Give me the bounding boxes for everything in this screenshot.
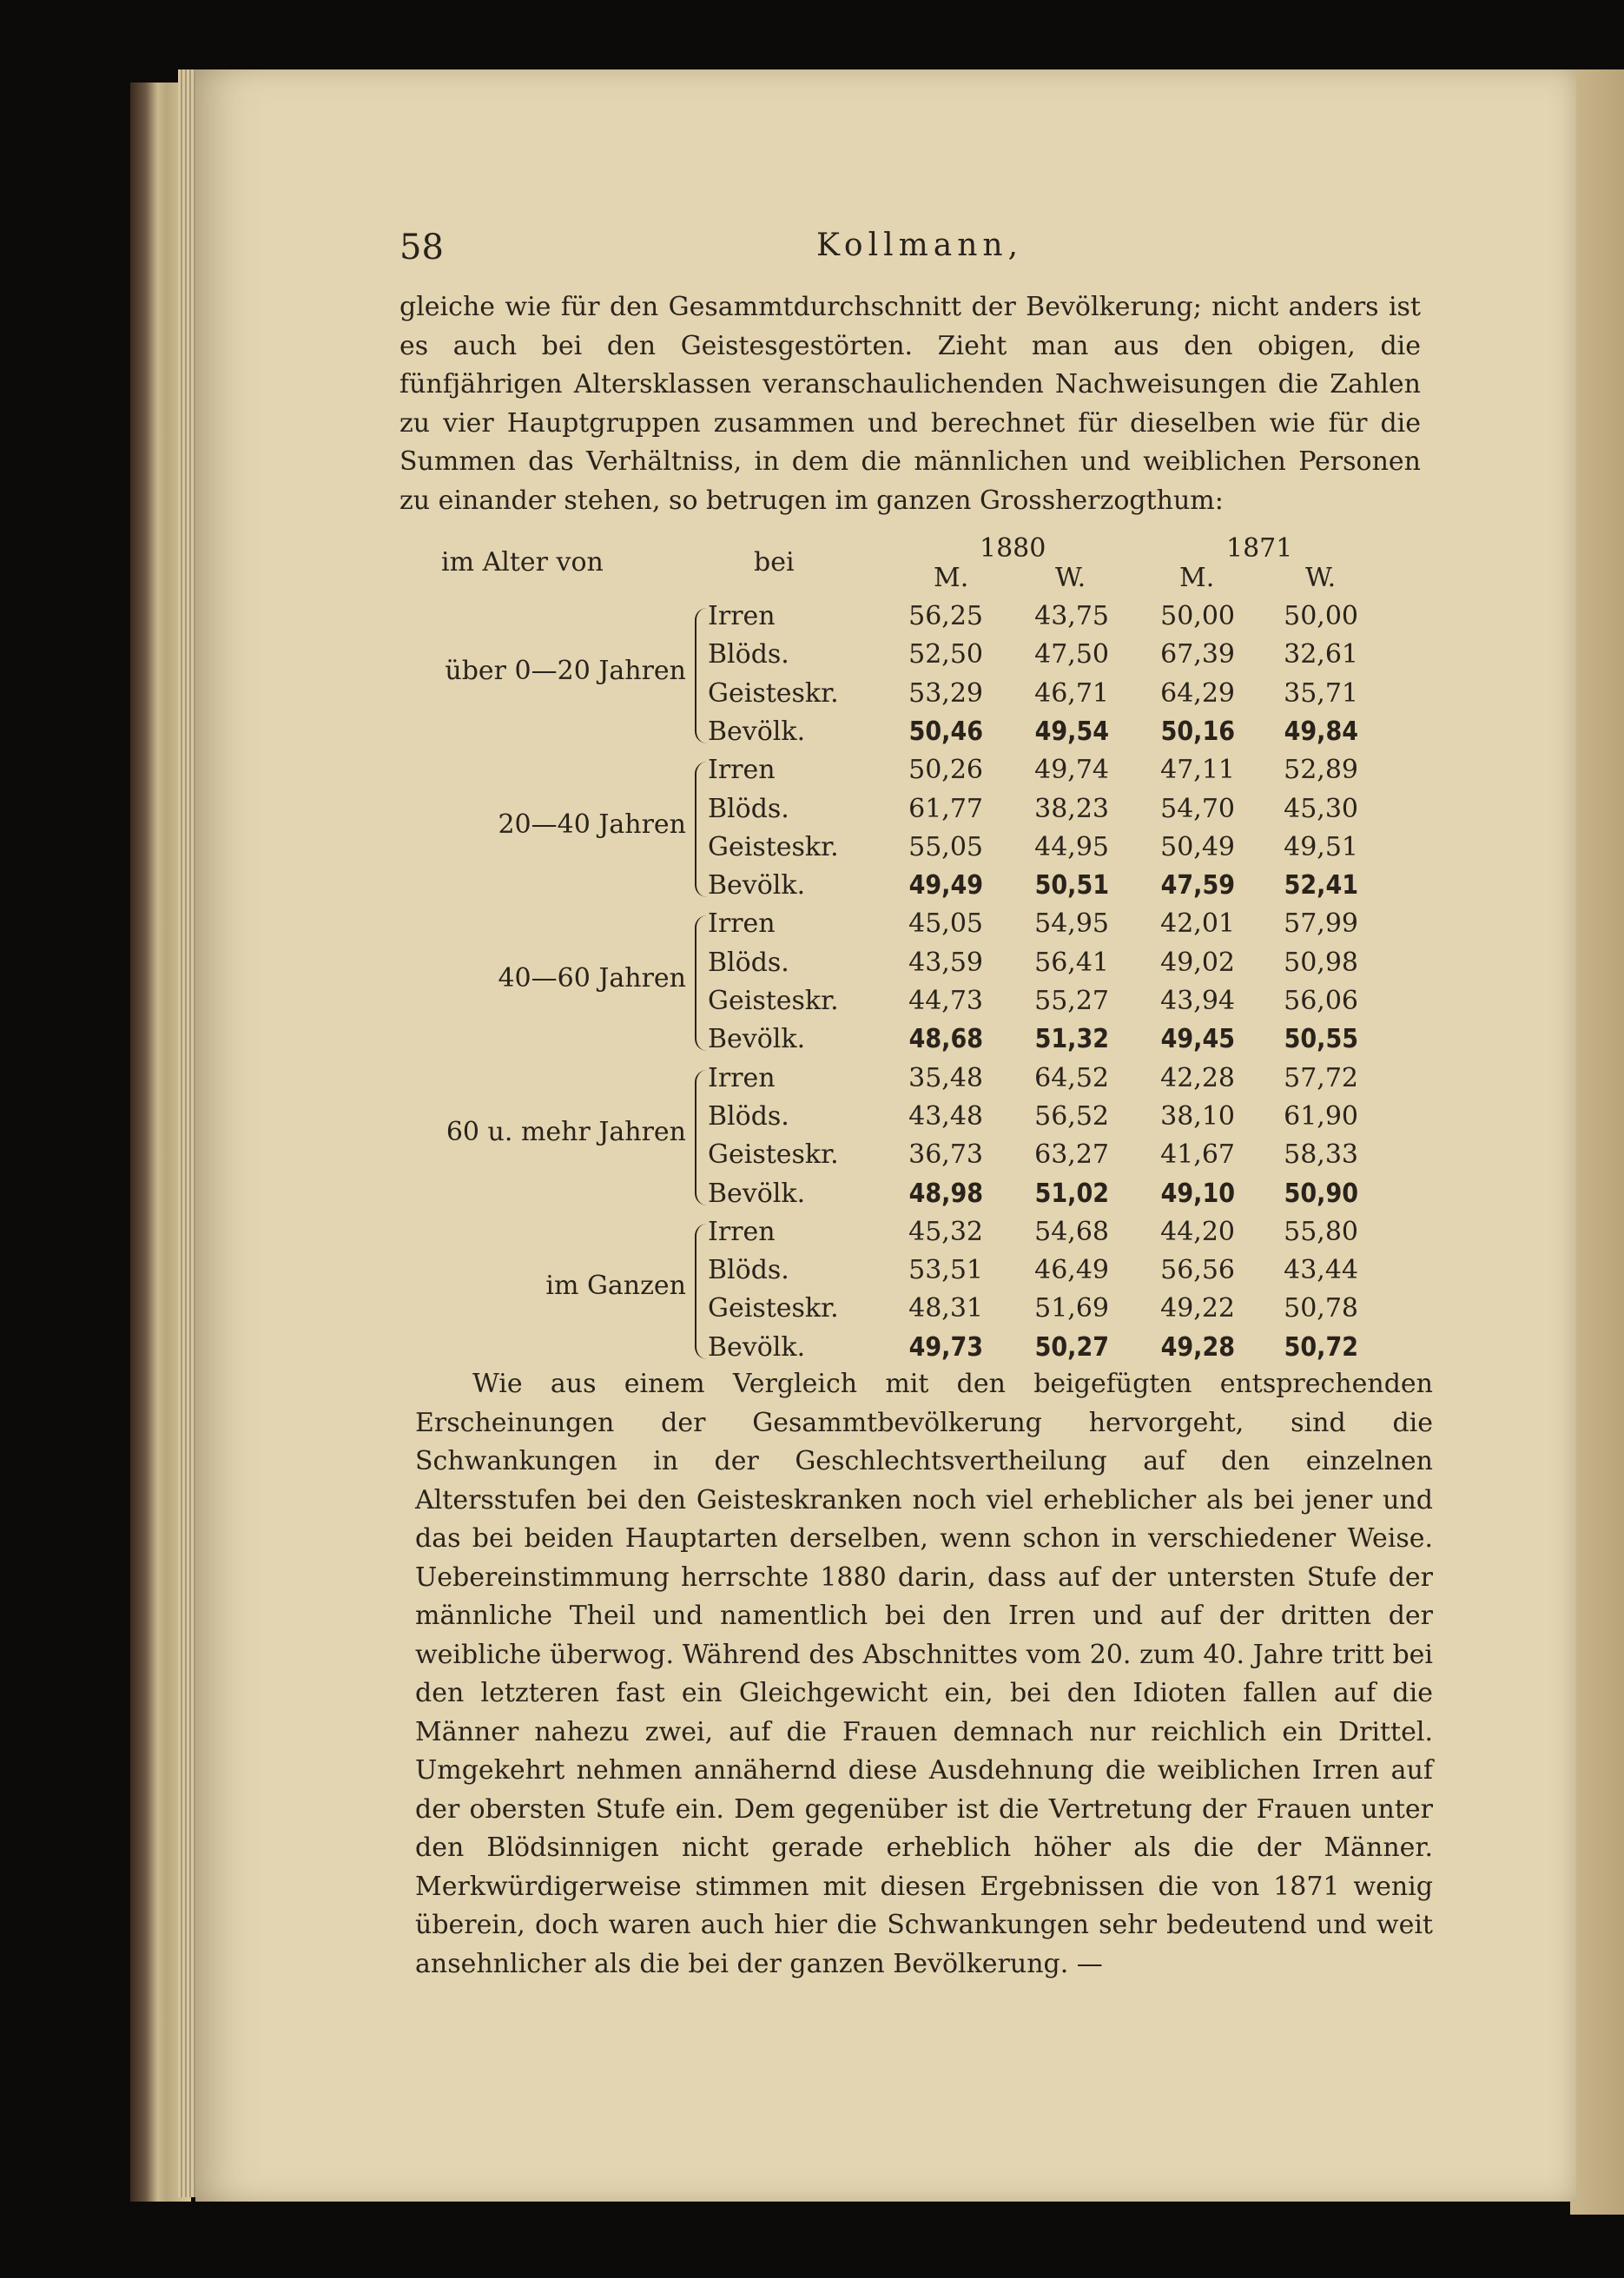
row-category: Irren bbox=[708, 1062, 776, 1093]
value-cell: 51,02 bbox=[1034, 1178, 1109, 1209]
value-cell: 38,23 bbox=[1034, 793, 1109, 824]
value-cell: 57,99 bbox=[1284, 908, 1358, 940]
table-row bbox=[0, 1251, 1624, 1290]
page-number: 58 bbox=[399, 228, 444, 267]
table-row bbox=[0, 713, 1624, 751]
group-label: 40—60 Jahren bbox=[498, 963, 686, 994]
value-cell: 55,05 bbox=[908, 831, 983, 862]
value-cell: 44,20 bbox=[1160, 1216, 1235, 1247]
value-cell: 52,89 bbox=[1284, 755, 1358, 786]
value-cell: 56,25 bbox=[908, 601, 983, 631]
value-cell: 35,48 bbox=[908, 1062, 983, 1093]
value-cell: 46,71 bbox=[1034, 677, 1109, 709]
value-cell: 54,95 bbox=[1034, 908, 1109, 940]
table-row bbox=[0, 1213, 1624, 1251]
value-cell: 50,49 bbox=[1160, 831, 1235, 862]
value-cell: 42,28 bbox=[1160, 1062, 1235, 1093]
value-cell: 47,59 bbox=[1160, 870, 1235, 901]
value-cell: 50,72 bbox=[1284, 1331, 1358, 1363]
table-row bbox=[0, 944, 1624, 982]
col-header-m-1880: M. bbox=[934, 563, 969, 593]
value-cell: 52,41 bbox=[1284, 870, 1358, 901]
value-cell: 49,49 bbox=[908, 870, 983, 901]
value-cell: 54,68 bbox=[1034, 1216, 1109, 1247]
row-category: Blöds. bbox=[708, 1100, 789, 1132]
value-cell: 63,27 bbox=[1034, 1139, 1109, 1171]
col-header-w-1880: W. bbox=[1055, 563, 1086, 593]
value-cell: 42,01 bbox=[1160, 908, 1235, 940]
value-cell: 49,74 bbox=[1034, 755, 1109, 786]
value-cell: 67,39 bbox=[1160, 639, 1235, 670]
value-cell: 43,94 bbox=[1160, 986, 1235, 1016]
value-cell: 41,67 bbox=[1160, 1139, 1235, 1171]
table-row bbox=[0, 1175, 1624, 1213]
value-cell: 56,52 bbox=[1034, 1100, 1109, 1132]
row-category: Irren bbox=[708, 601, 776, 631]
value-cell: 56,41 bbox=[1034, 947, 1109, 978]
year-1871: 1871 bbox=[1226, 533, 1293, 564]
table-row bbox=[0, 598, 1624, 636]
value-cell: 49,73 bbox=[908, 1331, 983, 1363]
value-cell: 45,30 bbox=[1284, 793, 1358, 824]
col-header-w-1871: W. bbox=[1305, 563, 1337, 593]
table-row bbox=[0, 905, 1624, 943]
paragraph-2: Wie aus einem Vergleich mit den beigefügten entsprechenden Erscheinungen der Gesammtbevölkerung hervorgeht, sind die Schwankungen in der Geschlechtsvertheilung auf den einzelnen Altersstufen bei den Geisteskranken noch viel erheblicher als bei jener und das bei beiden Hauptarten derselben, wenn schon in verschiedener Weise. Uebereinstimmung herrschte 1880 darin, dass auf der untersten Stufe der männliche Theil und namentlich bei den Irren und auf der dritten der weibliche überwog. Während des Abschnittes vom 20. zum 40. Jahre tritt bei den letzteren fast ein Gleichgewicht ein, bei den Idioten fallen auf die Männer nahezu zwei, auf die Frauen demnach nur reichlich ein Drittel. Umgekehrt nehmen annähernd diese Ausdehnung die weiblichen Irren auf der obersten Stufe ein. Dem gegenüber ist die Vertretung der Frauen unter den Blödsinnigen nicht gerade erheblich höher als die der Männer. Merkwürdigerweise stimmen mit diesen Ergebnissen die von 1871 wenig überein, doch waren auch hier die Schwankungen sehr bedeutend und weit ansehnlicher als die bei der ganzen Bevölkerung. — bbox=[415, 1369, 1433, 1979]
value-cell: 50,27 bbox=[1034, 1331, 1109, 1363]
col-header-m-1871: M. bbox=[1179, 563, 1215, 593]
value-cell: 49,10 bbox=[1160, 1178, 1235, 1209]
row-category: Geisteskr. bbox=[708, 831, 839, 862]
value-cell: 50,55 bbox=[1284, 1024, 1358, 1055]
value-cell: 35,71 bbox=[1284, 677, 1358, 709]
value-cell: 44,73 bbox=[908, 986, 983, 1016]
col-header-bei: bei bbox=[754, 547, 795, 578]
table-row bbox=[0, 790, 1624, 829]
value-cell: 48,68 bbox=[908, 1024, 983, 1055]
value-cell: 43,59 bbox=[908, 947, 983, 978]
paragraph-1: gleiche wie für den Gesammtdurchschnitt der Bevölkerung; nicht anders ist es auch bei den Geistesgestörten. Zieht man aus den obigen, die fünfjährigen Altersklassen veranschaulichenden Nachweisungen die Zahlen zu vier Hauptgruppen zusammen und berechnet für dieselben wie für die Summen das Verhältniss, in dem die männlichen und weiblichen Personen zu einander stehen, so betrugen im ganzen Grossherzogthum: bbox=[399, 292, 1421, 516]
value-cell: 50,00 bbox=[1160, 601, 1235, 631]
value-cell: 53,29 bbox=[908, 677, 983, 709]
value-cell: 64,52 bbox=[1034, 1062, 1109, 1093]
col-header-age: im Alter von bbox=[441, 547, 604, 578]
value-cell: 50,98 bbox=[1284, 947, 1358, 978]
value-cell: 64,29 bbox=[1160, 677, 1235, 709]
row-category: Bevölk. bbox=[708, 1331, 806, 1363]
value-cell: 46,49 bbox=[1034, 1255, 1109, 1286]
value-cell: 49,84 bbox=[1284, 716, 1358, 747]
row-category: Bevölk. bbox=[708, 870, 806, 901]
value-cell: 49,28 bbox=[1160, 1331, 1235, 1363]
table-row bbox=[0, 636, 1624, 674]
value-cell: 49,02 bbox=[1160, 947, 1235, 978]
table-row bbox=[0, 675, 1624, 713]
value-cell: 61,90 bbox=[1284, 1100, 1358, 1132]
row-category: Blöds. bbox=[708, 1255, 789, 1286]
group-label: 20—40 Jahren bbox=[498, 809, 686, 840]
group-label: 60 u. mehr Jahren bbox=[446, 1117, 686, 1148]
value-cell: 56,06 bbox=[1284, 986, 1358, 1016]
value-cell: 50,90 bbox=[1284, 1178, 1358, 1209]
group-label: über 0—20 Jahren bbox=[445, 655, 686, 686]
value-cell: 43,75 bbox=[1034, 601, 1109, 631]
value-cell: 50,16 bbox=[1160, 716, 1235, 747]
row-category: Bevölk. bbox=[708, 1178, 806, 1209]
value-cell: 49,22 bbox=[1160, 1293, 1235, 1324]
table-row bbox=[0, 1290, 1624, 1328]
page-header bbox=[399, 228, 1390, 271]
value-cell: 47,11 bbox=[1160, 755, 1235, 786]
value-cell: 36,73 bbox=[908, 1139, 983, 1171]
value-cell: 61,77 bbox=[908, 793, 983, 824]
table-row bbox=[0, 982, 1624, 1020]
value-cell: 32,61 bbox=[1284, 639, 1358, 670]
table-row bbox=[0, 829, 1624, 867]
year-1880: 1880 bbox=[980, 533, 1046, 564]
value-cell: 49,54 bbox=[1034, 716, 1109, 747]
value-cell: 50,51 bbox=[1034, 870, 1109, 901]
table-row bbox=[0, 867, 1624, 905]
row-category: Blöds. bbox=[708, 947, 789, 978]
value-cell: 43,44 bbox=[1284, 1255, 1358, 1286]
value-cell: 53,51 bbox=[908, 1255, 983, 1286]
row-category: Geisteskr. bbox=[708, 1293, 839, 1324]
value-cell: 45,32 bbox=[908, 1216, 983, 1247]
running-head: Kollmann, bbox=[816, 228, 1024, 263]
row-category: Geisteskr. bbox=[708, 986, 839, 1016]
row-category: Geisteskr. bbox=[708, 1139, 839, 1171]
value-cell: 45,05 bbox=[908, 908, 983, 940]
value-cell: 58,33 bbox=[1284, 1139, 1358, 1171]
value-cell: 49,51 bbox=[1284, 831, 1358, 862]
value-cell: 48,98 bbox=[908, 1178, 983, 1209]
table-row bbox=[0, 1329, 1624, 1367]
group-label: im Ganzen bbox=[545, 1271, 686, 1302]
value-cell: 54,70 bbox=[1160, 793, 1235, 824]
value-cell: 52,50 bbox=[908, 639, 983, 670]
value-cell: 44,95 bbox=[1034, 831, 1109, 862]
value-cell: 55,80 bbox=[1284, 1216, 1358, 1247]
row-category: Bevölk. bbox=[708, 1024, 806, 1055]
row-category: Irren bbox=[708, 1216, 776, 1247]
value-cell: 48,31 bbox=[908, 1293, 983, 1324]
row-category: Irren bbox=[708, 755, 776, 786]
value-cell: 43,48 bbox=[908, 1100, 983, 1132]
row-category: Irren bbox=[708, 908, 776, 940]
value-cell: 50,46 bbox=[908, 716, 983, 747]
value-cell: 47,50 bbox=[1034, 639, 1109, 670]
value-cell: 38,10 bbox=[1160, 1100, 1235, 1132]
table-row bbox=[0, 1136, 1624, 1174]
table-row bbox=[0, 1060, 1624, 1098]
value-cell: 50,00 bbox=[1284, 601, 1358, 631]
table-row bbox=[0, 1098, 1624, 1136]
row-category: Blöds. bbox=[708, 639, 789, 670]
value-cell: 55,27 bbox=[1034, 986, 1109, 1016]
value-cell: 50,26 bbox=[908, 755, 983, 786]
value-cell: 49,45 bbox=[1160, 1024, 1235, 1055]
value-cell: 57,72 bbox=[1284, 1062, 1358, 1093]
row-category: Blöds. bbox=[708, 793, 789, 824]
value-cell: 51,69 bbox=[1034, 1293, 1109, 1324]
table-row bbox=[0, 751, 1624, 789]
value-cell: 51,32 bbox=[1034, 1024, 1109, 1055]
row-category: Geisteskr. bbox=[708, 677, 839, 709]
value-cell: 50,78 bbox=[1284, 1293, 1358, 1324]
table-row bbox=[0, 1020, 1624, 1059]
row-category: Bevölk. bbox=[708, 716, 806, 747]
value-cell: 56,56 bbox=[1160, 1255, 1235, 1286]
